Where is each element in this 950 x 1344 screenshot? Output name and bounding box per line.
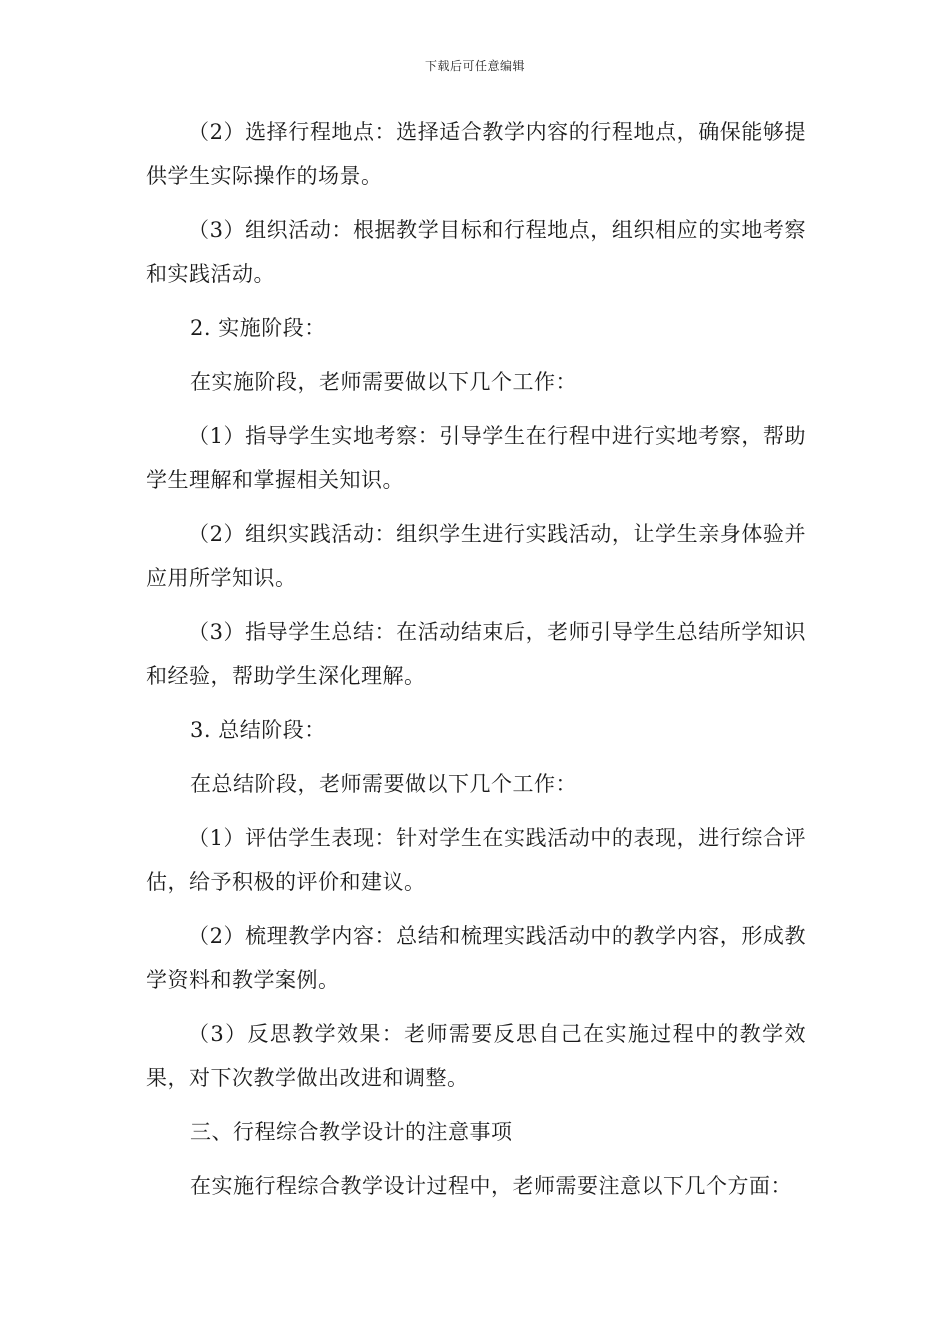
paragraph-guide-field-study: （1）指导学生实地考察：引导学生在行程中进行实地考察，帮助学生理解和掌握相关知识。 (146, 424, 806, 492)
document-body (146, 110, 806, 1218)
section-heading-summary: 3. 总结阶段： (190, 718, 326, 742)
paragraph-organize-content: （2）梳理教学内容：总结和梳理实践活动中的教学内容，形成教学资料和教学案例。 (146, 924, 806, 992)
paragraph-evaluate-students: （1）评估学生表现：针对学生在实践活动中的表现，进行综合评估，给予积极的评价和建议。 (146, 826, 806, 894)
paragraph-step-2-select-location: （2）选择行程地点：选择适合教学内容的行程地点，确保能够提供学生实际操作的场景。 (146, 120, 806, 188)
paragraph-organize-practice: （2）组织实践活动：组织学生进行实践活动，让学生亲身体验并应用所学知识。 (146, 522, 806, 590)
page-header: 下载后可任意编辑 (424, 59, 525, 73)
paragraph-summary-intro: 在总结阶段，老师需要做以下几个工作： (190, 772, 577, 796)
paragraph-guide-summary: （3）指导学生总结：在活动结束后，老师引导学生总结所学知识和经验，帮助学生深化理解。 (146, 620, 806, 688)
paragraph-step-3-organize-activities: （3）组织活动：根据教学目标和行程地点，组织相应的实地考察和实践活动。 (146, 218, 806, 286)
paragraph-implementation-intro: 在实施阶段，老师需要做以下几个工作： (190, 370, 577, 394)
paragraph-notes-intro: 在实施行程综合教学设计过程中，老师需要注意以下几个方面： (190, 1174, 792, 1198)
paragraph-reflect-effect: （3）反思教学效果：老师需要反思自己在实施过程中的教学效果，对下次教学做出改进和调整。 (146, 1022, 806, 1090)
section-heading-implementation: 2. 实施阶段： (190, 316, 326, 340)
section-heading-notes: 三、行程综合教学设计的注意事项 (190, 1120, 513, 1144)
